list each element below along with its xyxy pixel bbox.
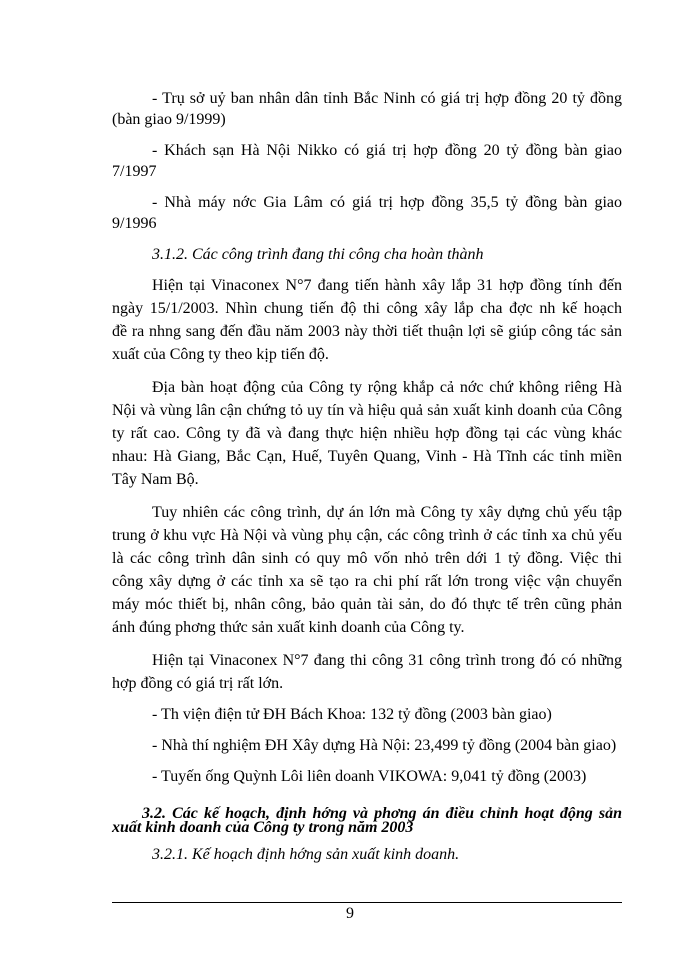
paragraph-line: Địa bàn hoạt động của Công ty rộng khắp cả nớc chứ không riêng Hà (152, 379, 622, 396)
contract-item-bac-ninh: - Trụ sở uỷ ban nhân dân tỉnh Bắc Ninh có giá trị hợp đồng 20 tỷ đồng (152, 90, 622, 107)
project-item-bach-khoa: - Th viện điện tử ĐH Bách Khoa: 132 tỷ đồng (2003 bàn giao) (152, 706, 552, 723)
section-heading-3-1-2: 3.1.2. Các công trình đang thi công cha hoàn thành (152, 246, 484, 263)
page-number: 9 (346, 905, 354, 922)
paragraph-line: công xây dựng ở các tỉnh xa sẽ tạo ra chi phí rất lớn trong việc vận chuyển (112, 573, 622, 590)
paragraph-line: ty rất cao. Công ty đã và đang thực hiện nhiều hợp đồng tại các vùng khác (112, 425, 622, 442)
paragraph-line: Hiện tại Vinaconex N°7 đang tiến hành xây lắp 31 hợp đồng tính đến (152, 277, 622, 294)
paragraph-line: xuất của Công ty theo kịp tiến độ. (112, 346, 329, 363)
paragraph-line: đề ra nhng sang đến đầu năm 2003 này thời tiết thuận lợi sẽ giúp công tác sản (112, 323, 622, 340)
paragraph-line: hợp đồng có giá trị rất lớn. (112, 675, 284, 692)
contract-item-gia-lam: - Nhà máy nớc Gia Lâm có giá trị hợp đồng 35,5 tỷ đồng bàn giao (152, 194, 622, 211)
paragraph-line: trung ở khu vực Hà Nội và vùng phụ cận, các công trình ở các tỉnh xa chủ yếu (112, 527, 622, 544)
project-item-vikowa: - Tuyến ống Quỳnh Lôi liên doanh VIKOWA: 9,041 tỷ đồng (2003) (152, 768, 587, 785)
paragraph-line: Tuy nhiên các công trình, dự án lớn mà Công ty xây dựng chủ yếu tập (152, 504, 622, 521)
project-item-xay-dung: - Nhà thí nghiệm ĐH Xây dựng Hà Nội: 23,499 tỷ đồng (2004 bàn giao) (152, 737, 617, 754)
contract-item-nikko-cont: 7/1997 (112, 163, 157, 180)
paragraph-line: Tây Nam Bộ. (112, 471, 199, 488)
paragraph-line: máy móc thiết bị, nhân công, bảo quản tài sản, do đó thực tế trên cũng phản (112, 596, 622, 613)
contract-item-gia-lam-cont: 9/1996 (112, 215, 157, 232)
contract-item-nikko: - Khách sạn Hà Nội Nikko có giá trị hợp đồng 20 tỷ đồng bàn giao (152, 142, 622, 159)
paragraph-line: Nội và vùng lân cận chứng tỏ uy tín và hiệu quả sản xuất kinh doanh của Công (112, 402, 622, 419)
footer-divider (112, 902, 622, 903)
paragraph-line: ánh đúng phơng thức sản xuất kinh doanh của Công ty. (112, 619, 465, 636)
paragraph-line: Hiện tại Vinaconex N°7 đang thi công 31 công trình trong đó có những (152, 652, 622, 669)
paragraph-line: nhau: Hà Giang, Bắc Cạn, Huế, Tuyên Quang, Vinh - Hà Tĩnh các tỉnh miền (112, 448, 622, 465)
contract-item-bac-ninh-cont: (bàn giao 9/1999) (112, 111, 226, 128)
paragraph-line: ngày 15/1/2003. Nhìn chung tiến độ thi công xây lắp cha đợc nh kế hoạch (112, 300, 622, 317)
section-heading-3-2: 3.2. Các kế hoạch, định hớng và phơng án điều chỉnh hoạt động sản (142, 805, 622, 822)
paragraph-line: là các công trình dân sinh có quy mô vốn nhỏ trên dới 1 tỷ đồng. Việc thi (112, 550, 622, 567)
section-heading-3-2-cont: xuất kinh doanh của Công ty trong năm 2003 (112, 819, 414, 836)
section-heading-3-2-1: 3.2.1. Kế hoạch định hớng sản xuất kinh doanh. (152, 846, 460, 863)
